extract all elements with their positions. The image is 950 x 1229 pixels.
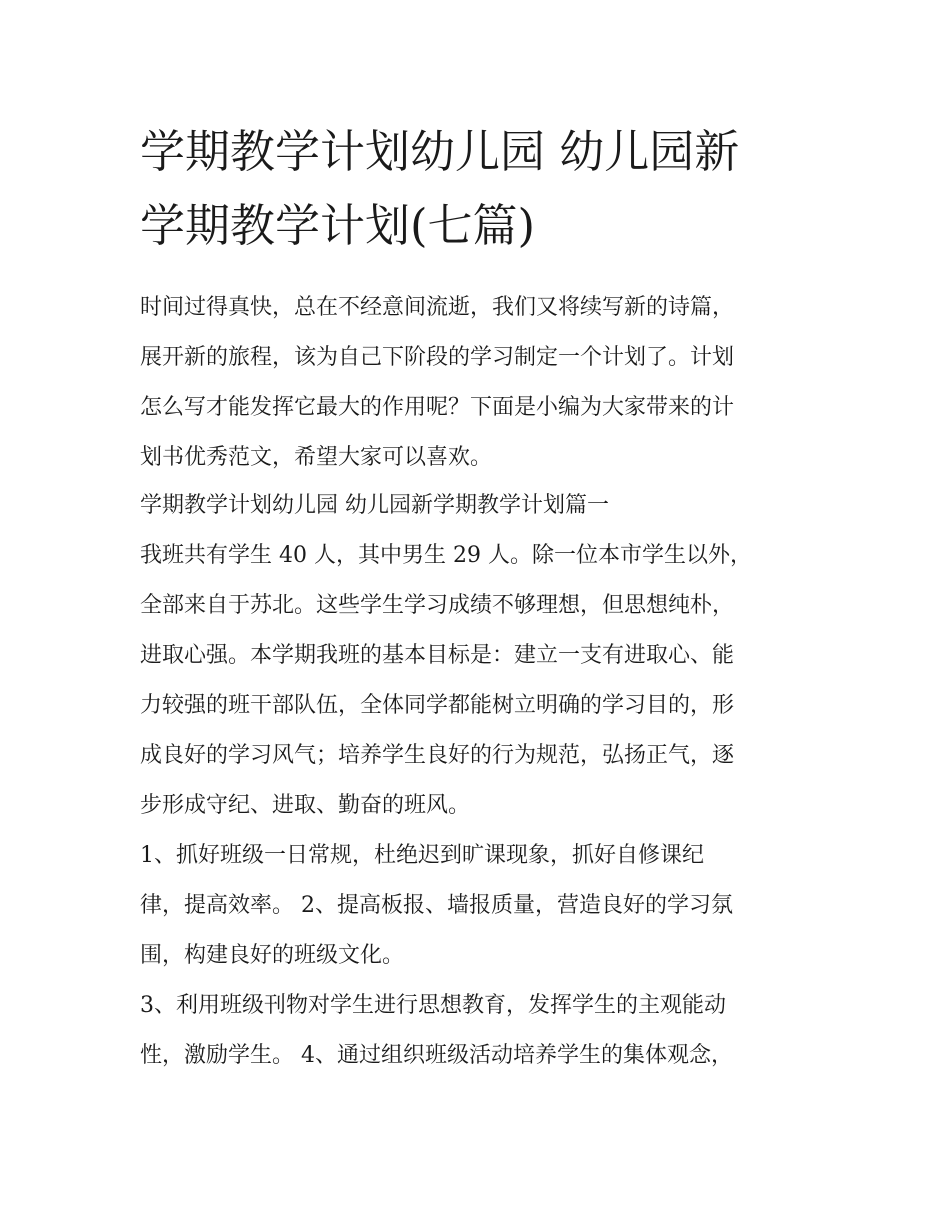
paragraph-line: 3、利用班级刊物对学生进行思想教育，发挥学生的主观能动: [140, 993, 726, 1018]
section-heading: [140, 481, 820, 531]
paragraph-line: 成良好的学习风气；培养学生良好的行为规范，弘扬正气，逐: [140, 743, 735, 768]
paragraph-list-1-2: [140, 831, 820, 981]
paragraph-line: 性，激励学生。 4、通过组织班级活动培养学生的集体观念，: [140, 1043, 733, 1068]
paragraph-line: 进取心强。本学期我班的基本目标是：建立一支有进取心、能: [140, 643, 735, 668]
paragraph-line: 律，提高效率。 2、提高板报、墙报质量，营造良好的学习氛: [140, 893, 733, 918]
paragraph-line: 力较强的班干部队伍，全体同学都能树立明确的学习目的，形: [140, 693, 735, 718]
document-title: [140, 115, 820, 263]
title-line-1: 学期教学计划幼儿园 幼儿园新: [140, 125, 740, 178]
paragraph-class-info: [140, 531, 820, 831]
paragraph-intro: [140, 283, 820, 483]
document-body: [140, 283, 820, 1081]
paragraph-line: 围，构建良好的班级文化。: [140, 943, 405, 968]
paragraph-line: 怎么写才能发挥它最大的作用呢？下面是小编为大家带来的计: [140, 395, 735, 420]
title-line-2: 学期教学计划(七篇): [140, 199, 536, 252]
paragraph-line: 时间过得真快，总在不经意间流逝，我们又将续写新的诗篇，: [140, 295, 735, 320]
section-heading-text: 学期教学计划幼儿园 幼儿园新学期教学计划篇一: [140, 493, 609, 518]
paragraph-line: 1、抓好班级一日常规，杜绝迟到旷课现象，抓好自修课纪: [140, 843, 704, 868]
paragraph-line: 步形成守纪、进取、勤奋的班风。: [140, 793, 471, 818]
paragraph-line: 展开新的旅程，该为自己下阶段的学习制定一个计划了。计划: [140, 345, 735, 370]
paragraph-line: 我班共有学生 40 人，其中男生 29 人。除一位本市学生以外，: [140, 543, 752, 568]
document-content: [140, 115, 820, 1081]
paragraph-line: 全部来自于苏北。这些学生学习成绩不够理想，但思想纯朴，: [140, 593, 735, 618]
paragraph-line: 划书优秀范文，希望大家可以喜欢。: [140, 445, 493, 470]
paragraph-list-3-4: [140, 981, 820, 1081]
